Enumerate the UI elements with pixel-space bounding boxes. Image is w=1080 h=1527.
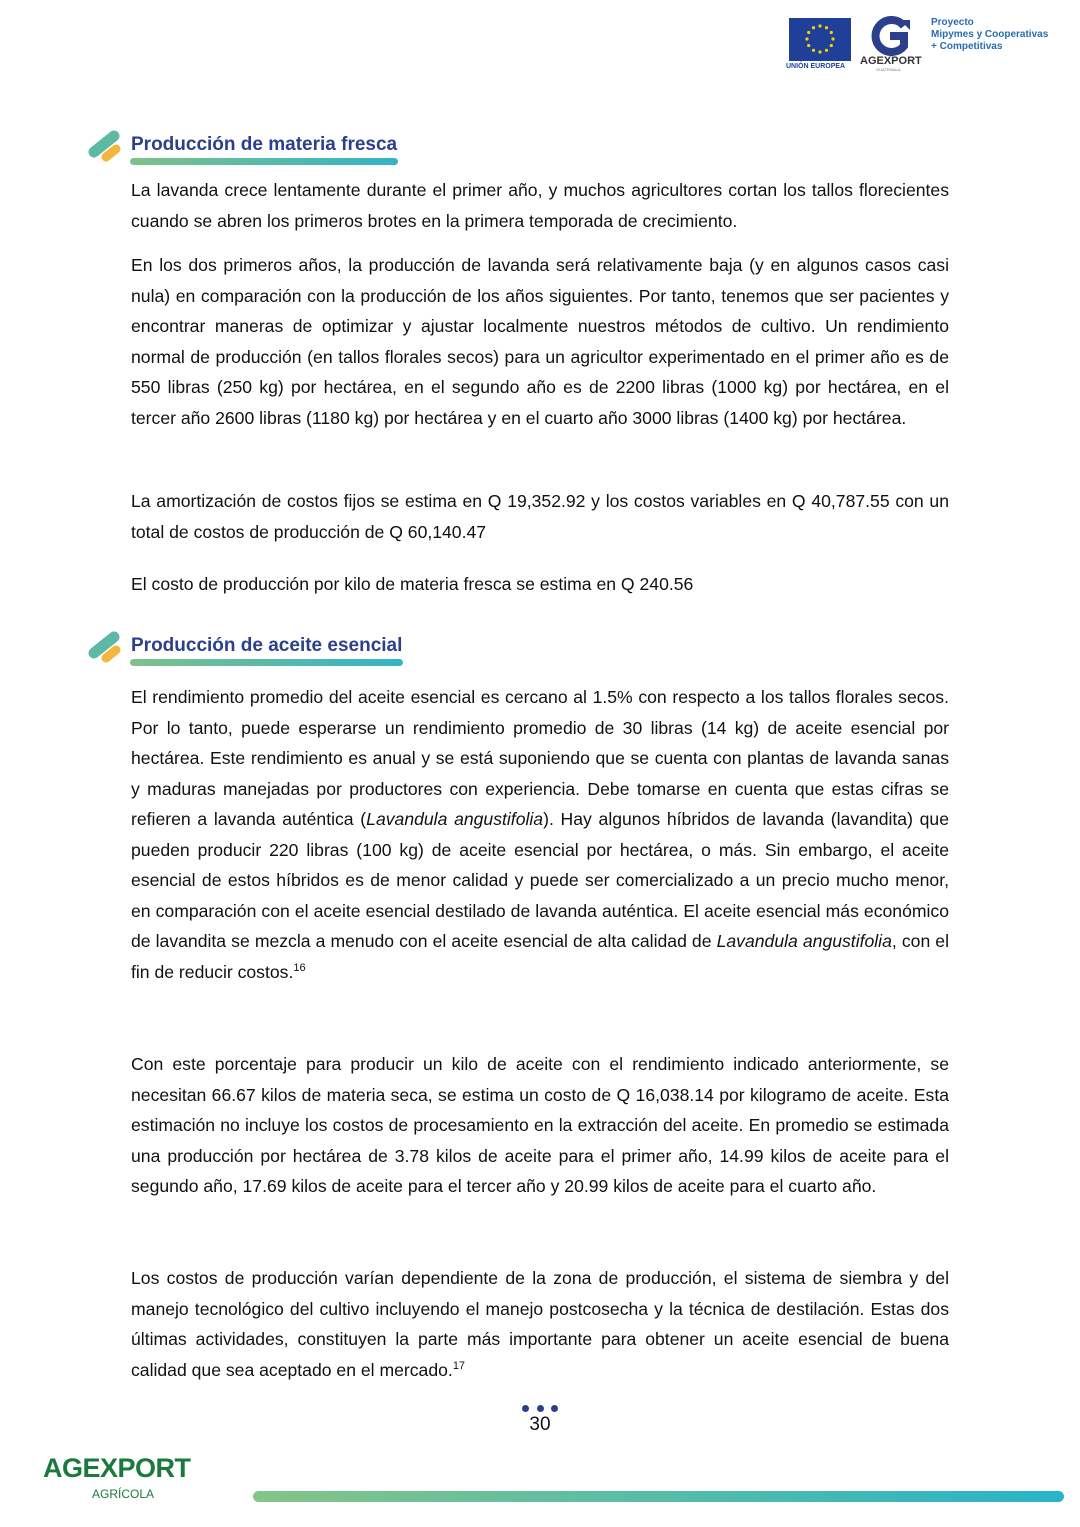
species-name: Lavandula angustifolia (716, 931, 892, 951)
agexport-label: AGEXPORT (860, 55, 922, 67)
section-title: Producción de aceite esencial (131, 635, 403, 656)
footer-logo-sub: AGRÍCOLA (92, 1487, 155, 1501)
paragraph: En los dos primeros años, la producción de lavanda será relativamente baja (y en algunos casos casi nula) en comparación con la producción de los años siguientes. Por tanto, tenemos que ser pacientes y encontrar maneras de optimizar y ajustar localmente nuestros métodos de cultivo. Un rendimiento normal de producción (en tallos florales secos) para un agricultor experimentado en el primer año es de 550 libras (250 kg) por hectárea, en el segundo año es de 2200 libras (1000 kg) por hectárea, en el tercer año 2600 libras (1180 kg) por hectárea y en el cuarto año 3000 libras (1400 kg) por hectárea. (131, 255, 949, 428)
text: El rendimiento promedio del aceite esencial es cercano al 1.5% con respecto a los tallos florales secos. Por lo tanto, puede esperarse un rendimiento promedio de 30 libras (14 kg) de aceite esencial por hectárea. Este rendimiento es anual y se está suponiendo que se cuenta con plantas de lavanda sanas y maduras manejadas por productores con experiencia. Debe tomarse en cuenta que estas cifras se refieren a lavanda auténtica ( (131, 687, 949, 829)
project-line: + Competitivas (931, 41, 1003, 52)
heading-bullet-icon (84, 128, 130, 164)
species-name: Lavandula angustifolia (366, 809, 544, 829)
heading-underline (130, 158, 398, 165)
footer-bar (253, 1491, 1064, 1502)
section-title: Producción de materia fresca (131, 134, 398, 155)
page-dots-decoration (522, 1405, 558, 1413)
eu-label: UNIÓN EUROPEA (786, 63, 846, 70)
heading-bullet-icon (84, 629, 130, 665)
paragraph: La amortización de costos fijos se estima en Q 19,352.92 y los costos variables en Q 40,787.55 con un total de costos de producción de Q 60,140.47 (131, 491, 949, 542)
project-line: Proyecto (931, 17, 974, 28)
paragraph: El costo de producción por kilo de materia fresca se estima en Q 240.56 (131, 574, 694, 594)
text: , con el fin de reducir costos. (131, 931, 949, 982)
page-number: 30 (529, 1414, 551, 1435)
guatemala-label: GUATEMALA (876, 67, 901, 72)
paragraph (131, 682, 949, 987)
section-heading (84, 128, 414, 168)
footnote-ref[interactable]: 16 (293, 961, 306, 974)
paragraph: La lavanda crece lentamente durante el primer año, y muchos agricultores cortan los tallos florecientes cuando se abren los primeros brotes en la primera temporada de crecimiento. (131, 180, 949, 231)
section-heading (84, 629, 414, 669)
paragraph (131, 1263, 949, 1385)
heading-underline (130, 659, 403, 666)
footnote-ref[interactable]: 17 (452, 1359, 466, 1372)
project-line: Mipymes y Cooperativas (931, 29, 1049, 40)
text: ). Hay algunos híbridos de lavanda (lavandita) que pueden producir 220 libras (100 kg) de aceite esencial por hectárea, o más. Sin embargo, el aceite esencial de estos híbridos es de menor calidad y puede ser comercializado a un precio mucho menor, en comparación con el aceite esencial destilado de lavanda auténtica. El aceite esencial más económico de lavandita se mezcla a menudo con el aceite esencial de alta calidad de (131, 809, 949, 951)
eu-flag-logo (789, 18, 851, 61)
footer-logo: AGEXPORT (43, 1453, 191, 1483)
paragraph: Con este porcentaje para producir un kilo de aceite con el rendimiento indicado anteriormente, se necesitan 66.67 kilos de materia seca, se estima un costo de Q 16,038.14 por kilogramo de aceite. Esta estimación no incluye los costos de procesamiento en la extracción del aceite. En promedio se estimada una producción por hectárea de 3.78 kilos de aceite para el primer año, 14.99 kilos de aceite para el segundo año, 17.69 kilos de aceite para el tercer año y 20.99 kilos de aceite para el cuarto año. (131, 1054, 949, 1196)
agexport-g-logo (870, 16, 910, 56)
project-name (931, 17, 1048, 53)
text: Los costos de producción varían dependiente de la zona de producción, el sistema de siembra y del manejo tecnológico del cultivo incluyendo el manejo postcosecha y la técnica de destilación. Estas dos últimas actividades, constituyen la parte más importante para obtener un aceite esencial de buena calidad que sea aceptado en el mercado. (131, 1268, 949, 1380)
